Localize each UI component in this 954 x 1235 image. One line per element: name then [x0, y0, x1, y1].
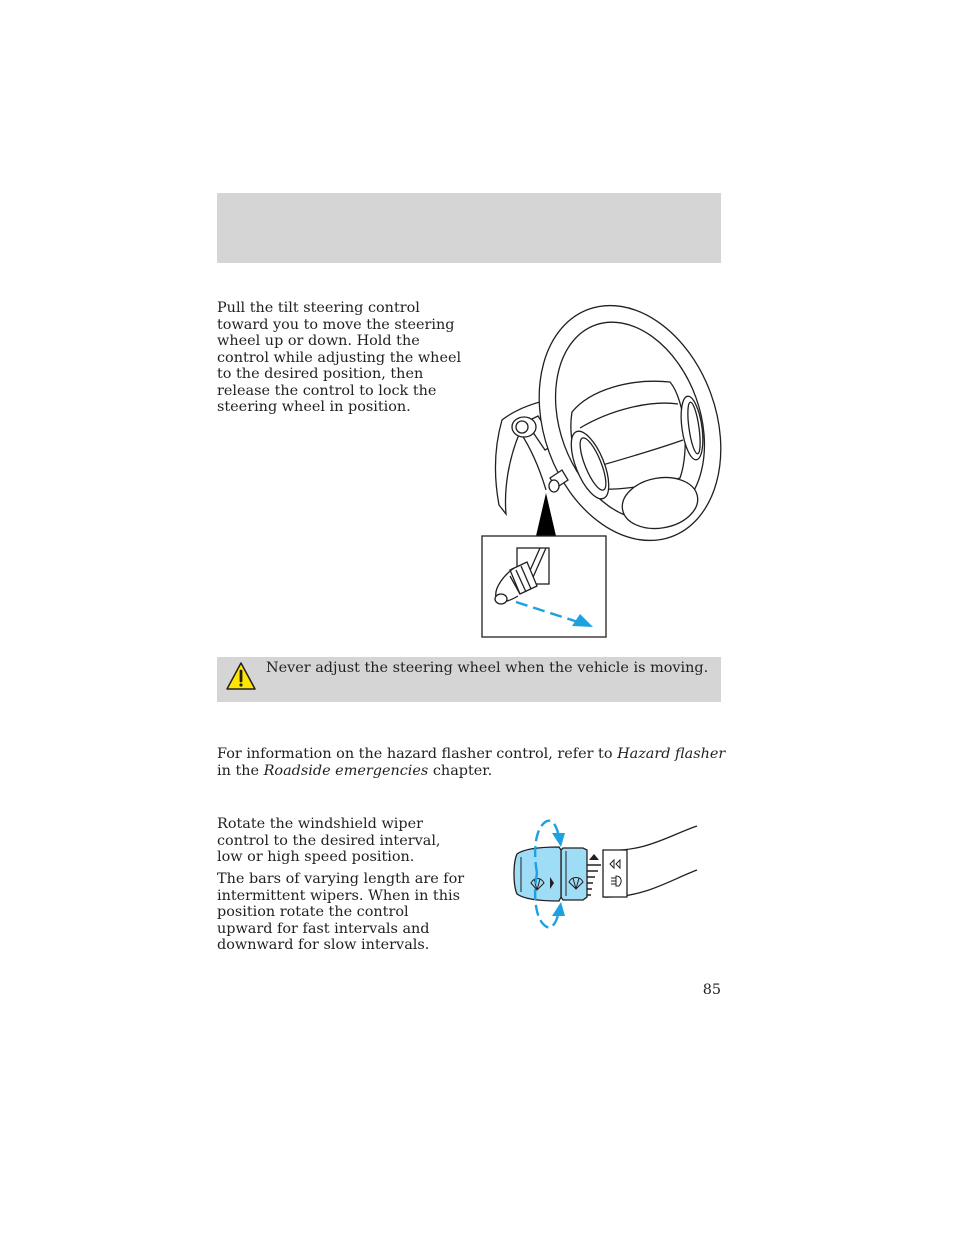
hazard-flasher-paragraph	[217, 746, 727, 779]
roadside-emergencies-reference: Roadside emergencies	[263, 762, 429, 779]
wiper-paragraph-2: The bars of varying length are for intermittent wipers. When in this position rotate the control upward for fast intervals and downward for slow intervals.	[217, 871, 465, 953]
steering-wheel-illustration	[480, 300, 725, 645]
page-number: 85	[702, 982, 721, 998]
header-band	[217, 193, 721, 263]
hazard-flasher-reference: Hazard flasher	[617, 746, 726, 762]
warning-text: Never adjust the steering wheel when the vehicle is moving.	[266, 660, 709, 676]
warning-box	[217, 657, 721, 702]
wiper-control-illustration	[495, 815, 705, 940]
warning-triangle-icon	[225, 661, 257, 691]
tilt-steering-paragraph: Pull the tilt steering control toward you to move the steering wheel up or down. Hold the control while adjusting the wheel to the desired position, then release the control to lock the steering wheel in position.	[217, 300, 462, 415]
hazard-text-2: in the	[217, 762, 264, 779]
wiper-paragraph-1: Rotate the windshield wiper control to the desired interval, low or high speed position.	[217, 816, 441, 865]
hazard-text-3: chapter.	[428, 762, 493, 779]
hazard-text-1: For information on the hazard flasher control, refer to	[217, 746, 618, 762]
